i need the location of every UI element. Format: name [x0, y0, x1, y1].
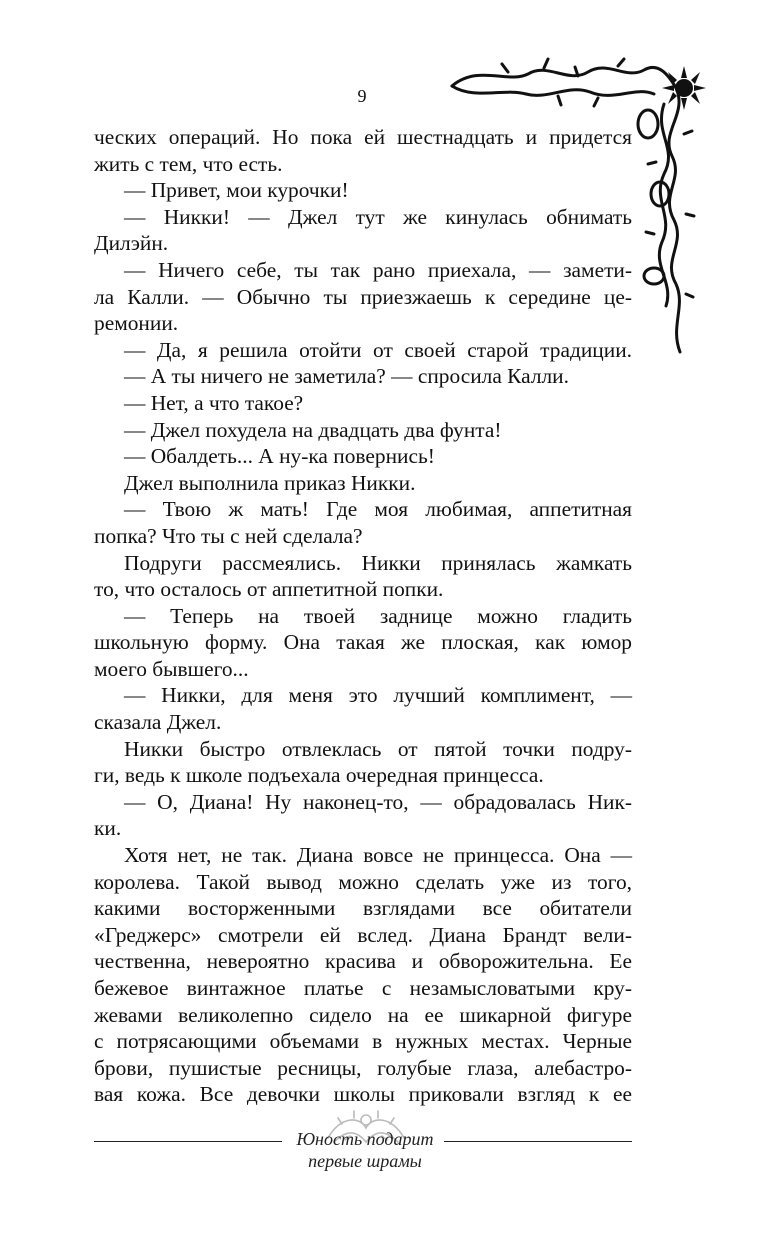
text-line: — Нет, а что такое? [124, 390, 304, 415]
text-line: — А ты ничего не заметила? — спросила Калли. [124, 364, 569, 389]
text-line: — Теперь на твоей заднице можно гладить [124, 603, 632, 628]
text-line: — Привет, мои курочки! [124, 178, 349, 203]
text-line: ла Калли. — Обычно ты приезжаешь к середине це- [94, 284, 632, 309]
text-line: ческих операций. Но пока ей шестнадцать и придется [94, 125, 632, 149]
text-line: «Греджерс» смотрели ей вслед. Диана Брандт вели- [94, 922, 632, 947]
text-line: Никки быстро отвлеклась от пятой точки подру- [124, 736, 632, 761]
text-line: — О, Диана! Ну наконец-то, — обрадовалась Ник- [124, 789, 632, 814]
footer-rule-right [444, 1141, 632, 1142]
text-line: чественна, невероятно красива и обворожительна. Ее [94, 949, 632, 974]
text-line: брови, пушистые ресницы, голубые глаза, алебастро- [94, 1055, 632, 1080]
text-line: — Твою ж мать! Где моя любимая, аппетитная [124, 497, 632, 522]
text-line: жить с тем, что есть. [94, 151, 283, 176]
text-line: бежевое винтажное платье с незамысловатыми кру- [94, 976, 632, 1000]
text-line: моего бывшего... [94, 656, 249, 681]
text-line: — Никки, для меня это лучший комплимент, — [124, 683, 632, 708]
book-title-line-2: первые шрамы [308, 1151, 422, 1171]
text-line: с потрясающими объемами в нужных местах. Черные [94, 1029, 632, 1054]
text-line: — Обалдеть... А ну-ка повернись! [124, 444, 435, 469]
text-line: — Да, я решила отойти от своей старой традиции. [124, 337, 632, 362]
text-line: королева. Такой вывод можно сделать уже из того, [94, 869, 632, 894]
text-line: Дилэйн. [94, 231, 169, 256]
book-title-line-1: Юность подарит [296, 1129, 434, 1149]
text-line: Хотя нет, не так. Диана вовсе не принцесса. Она — [124, 843, 632, 868]
page-number: 9 [357, 86, 367, 106]
text-line: вая кожа. Все девочки школы приковали взгляд к ее [94, 1082, 632, 1107]
text-line: ремонии. [94, 311, 179, 336]
text-line: Подруги рассмеялись. Никки принялась жамкать [124, 550, 632, 575]
body-text [94, 124, 632, 1108]
text-line: ги, ведь к школе подъехала очередная принцесса. [94, 763, 544, 788]
text-line: школьную форму. Она такая же плоская, как юмор [94, 630, 632, 655]
text-line: Джел выполнила приказ Никки. [124, 470, 416, 495]
text-line: какими восторженными взглядами все обитатели [94, 896, 632, 921]
text-line: — Никки! — Джел тут же кинулась обнимать [124, 204, 632, 229]
text-line: попка? Что ты с ней сделала? [94, 523, 363, 548]
footer-rule-left [94, 1141, 282, 1142]
text-line: сказала Джел. [94, 710, 222, 735]
text-line: жевами великолепно сидело на ее шикарной фигуре [94, 1002, 632, 1027]
text-line: ки. [94, 816, 122, 841]
text-line: то, что осталось от аппетитной попки. [94, 577, 444, 602]
text-line: — Джел похудела на двадцать два фунта! [124, 417, 502, 442]
text-line: — Ничего себе, ты так рано приехала, — замети- [124, 257, 632, 282]
